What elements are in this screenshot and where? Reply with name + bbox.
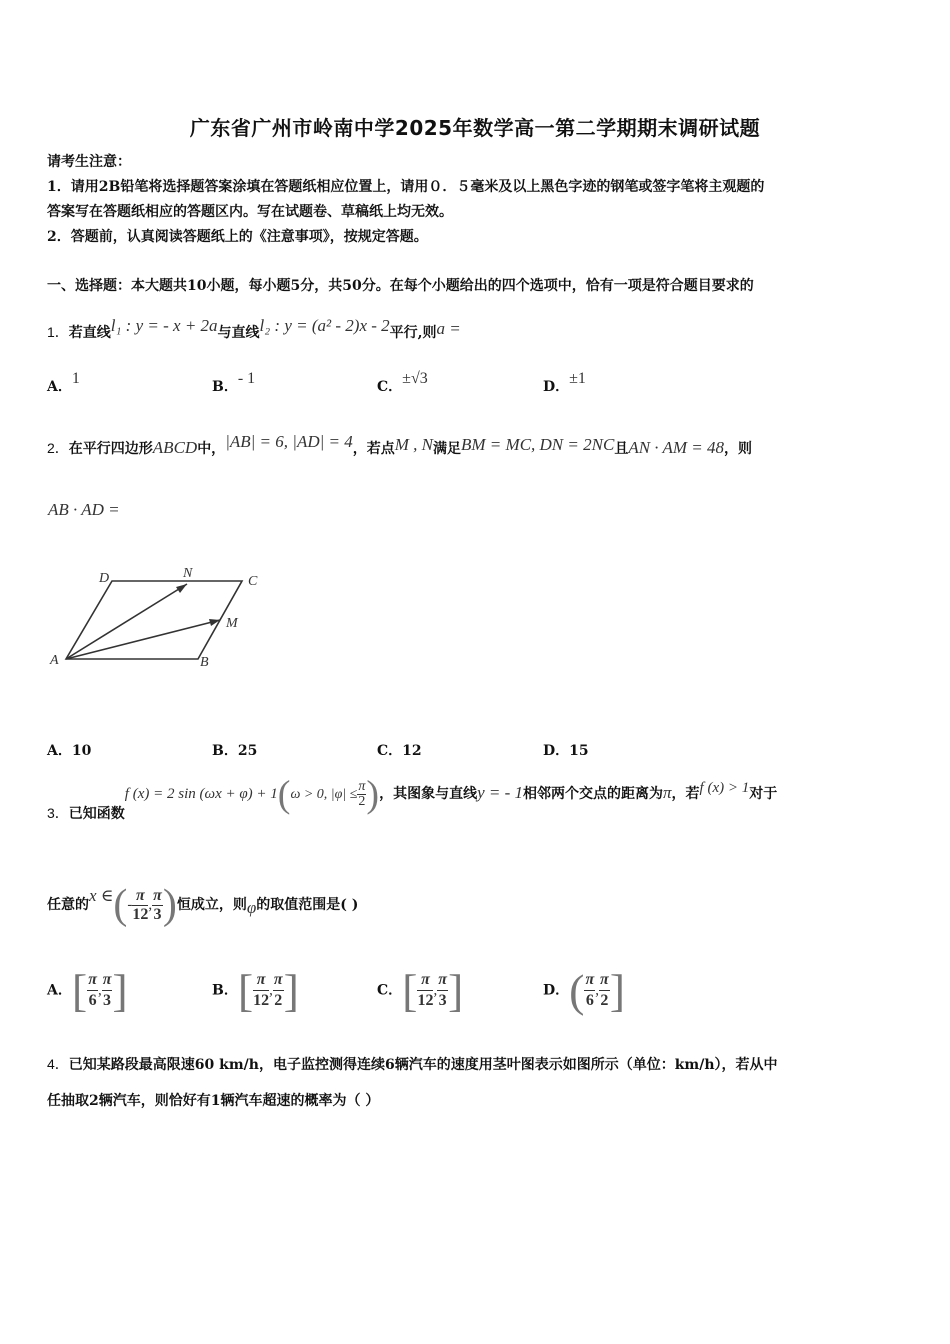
q2-math-lengths: |AB| = 6, |AD| = 4	[225, 432, 353, 451]
denominator: 3	[103, 992, 112, 1009]
numerator: π	[253, 970, 269, 991]
bracket: (	[569, 965, 585, 1016]
q3-text-7: 恒成立，则	[176, 897, 247, 913]
comma: ,	[595, 982, 599, 999]
arrow-n	[176, 584, 187, 593]
question-3-cont	[47, 882, 359, 928]
question-number: 2．	[47, 440, 69, 456]
bracket: [	[237, 965, 254, 1016]
option-fraction-2	[102, 970, 113, 1011]
q2-text-2: 中，	[197, 441, 226, 457]
option-value: ±1	[569, 370, 586, 387]
numerator: π	[102, 970, 113, 991]
bracket: [	[402, 965, 418, 1016]
denominator: 2	[274, 992, 283, 1009]
q3-inequality: f (x) > 1	[699, 780, 750, 796]
q3-phi: φ	[246, 898, 257, 917]
q2-option-a[interactable]	[47, 740, 91, 760]
section-heading: 一、选择题：本大题共10小题，每小题5分，共50分。在每个小题给出的四个选项中，恰有一项是符合题目要求的	[47, 278, 754, 294]
option-value: 15	[569, 743, 589, 759]
denominator: 12	[253, 992, 270, 1009]
option-label: C．	[377, 379, 403, 395]
comma: ,	[97, 982, 102, 999]
q2-option-d[interactable]	[543, 740, 589, 760]
label-n: N	[183, 566, 193, 581]
q3-text-5: 对于	[749, 786, 778, 802]
q3-text-4: ，若	[671, 786, 700, 802]
q3-text-3: 相邻两个交点的距离为	[523, 786, 664, 802]
option-fraction-2	[273, 970, 284, 1011]
option-label: C．	[377, 743, 403, 759]
bracket: (	[113, 882, 128, 928]
q1-text-3: 平行,则	[389, 325, 437, 341]
option-value: 1	[71, 370, 80, 387]
question-number: 1．	[47, 324, 69, 340]
numerator: π	[273, 970, 284, 991]
q3-option-d[interactable]	[543, 964, 625, 1017]
label-d: D	[99, 571, 110, 586]
q3-line: y = - 1	[477, 783, 524, 802]
bracket: ]	[283, 965, 299, 1016]
q1-ask: a =	[436, 319, 461, 338]
notice-heading: 请考生注意：	[47, 154, 131, 170]
vector-am	[66, 620, 220, 659]
option-label: B．	[212, 743, 238, 759]
denominator: 3	[153, 905, 162, 923]
label-c: C	[248, 574, 258, 589]
denominator: 6	[88, 992, 97, 1009]
q3-fraction-1	[132, 887, 148, 924]
q2-text-6: ，则	[724, 441, 752, 457]
notice-line-1: 1．请用2B铅笔将选择题答案涂填在答题纸相应位置上，请用０．５毫米及以上黑色字迹的钢笔或签字笔将主观题的	[47, 179, 765, 195]
q2-ask: AB · AD =	[48, 500, 120, 519]
denominator: 6	[585, 992, 594, 1009]
q2-text-4: 满足	[433, 441, 462, 457]
q2-option-c[interactable]	[377, 740, 422, 760]
option-fraction-1	[584, 970, 595, 1011]
question-4	[47, 1054, 778, 1075]
numerator: π	[599, 970, 610, 991]
parallelogram-figure	[44, 562, 274, 674]
q3-option-a[interactable]	[47, 964, 128, 1017]
q1-option-c[interactable]	[377, 370, 428, 396]
question-2	[47, 432, 752, 459]
q4-line-2: 任抽取2辆汽车，则恰好有1辆汽车超速的概率为（ ）	[47, 1093, 380, 1109]
label-a: A	[50, 653, 59, 668]
minus-sign: -	[127, 897, 133, 913]
option-fraction-1	[87, 970, 98, 1011]
question-number: 3．	[47, 805, 69, 821]
q3-text-8: 的取值范围是( )	[256, 897, 359, 913]
q3-text-1: 已知函数	[68, 806, 125, 822]
q2-math-condition: BM = MC, DN = 2NC	[461, 435, 615, 454]
q1-option-b[interactable]	[212, 370, 255, 396]
q1-text-2: 与直线	[217, 325, 260, 341]
numerator: π	[87, 970, 98, 991]
bracket: )	[162, 882, 177, 928]
q2-option-b[interactable]	[212, 740, 257, 760]
question-3	[47, 773, 778, 822]
bracket: (	[277, 773, 291, 816]
denominator: 2	[358, 794, 366, 810]
page-title: 广东省广州市岭南中学2025年数学高一第二学期期末调研试题	[189, 116, 761, 140]
comma: ,	[269, 982, 273, 999]
q2-math-dot: AN · AM = 48	[628, 438, 724, 457]
option-value: 10	[71, 743, 92, 759]
q2-math-abcd: ABCD	[152, 438, 198, 457]
comma: ,	[433, 982, 438, 999]
q4-line-1: 已知某路段最高限速60 km/h，电子监控测得连续6辆汽车的速度用茎叶图表示如图所示（单位：km/h），若从中	[68, 1057, 778, 1073]
option-label: B．	[212, 379, 238, 395]
comma: ,	[148, 897, 153, 913]
option-fraction-1	[417, 970, 433, 1011]
option-fraction-2	[599, 970, 610, 1011]
option-value: 25	[237, 743, 258, 759]
q3-text-2: ，其图象与直线	[379, 786, 478, 802]
q2-text-5: 且	[614, 441, 629, 457]
option-label: D．	[543, 982, 570, 999]
bracket: ]	[609, 965, 626, 1016]
option-label: D．	[543, 379, 570, 395]
option-fraction-1	[253, 970, 269, 1011]
numerator: π	[437, 970, 448, 991]
q3-function	[124, 773, 380, 816]
denominator: 12	[417, 992, 434, 1009]
q3-pi: π	[663, 783, 672, 802]
q2-text-3: ，若点	[352, 441, 395, 457]
option-value: ±√3	[402, 370, 428, 387]
question-1	[47, 316, 461, 343]
question-number: 4．	[47, 1056, 69, 1072]
numerator: π	[584, 970, 595, 991]
q1-option-d[interactable]	[543, 370, 586, 396]
bracket: [	[71, 965, 88, 1016]
option-label: A．	[47, 379, 72, 395]
option-label: A．	[47, 743, 72, 759]
option-fraction-2	[437, 970, 448, 1011]
bracket: ]	[447, 965, 464, 1016]
option-label: C．	[377, 982, 403, 999]
q3-option-b[interactable]	[212, 964, 299, 1017]
q2-text-1: 在平行四边形	[68, 441, 153, 457]
vector-an	[66, 584, 187, 659]
q1-option-a[interactable]	[47, 370, 80, 396]
denominator: 2	[600, 992, 609, 1009]
notice-line-2: 答案写在答题纸相应的答题区内。写在试题卷、草稿纸上均无效。	[47, 204, 453, 220]
q3-function-expr: f (x) = 2 sin (ωx + φ) + 1	[124, 786, 278, 802]
q2-math-points: M , N	[394, 435, 434, 454]
label-b: B	[200, 655, 209, 670]
bracket: )	[366, 773, 380, 816]
q3-option-c[interactable]	[377, 964, 463, 1017]
option-value: - 1	[237, 370, 256, 387]
option-label: D．	[543, 743, 570, 759]
denominator: 12	[132, 905, 149, 923]
option-label: A．	[47, 982, 72, 999]
option-label: B．	[212, 982, 238, 999]
q3-fraction-2	[152, 887, 163, 924]
numerator: π	[132, 887, 148, 906]
label-m: M	[226, 616, 238, 631]
notice-line-3: 2．答题前，认真阅读答题纸上的《注意事项》，按规定答题。	[47, 229, 428, 245]
q1-line-l2: l₂ : y = (a² - 2)x - 2	[259, 316, 390, 335]
q1-text-1: 若直线	[68, 325, 111, 341]
option-value: 12	[402, 743, 422, 759]
q3-function-cond: ω > 0, |φ| ≤	[290, 787, 358, 802]
numerator: π	[417, 970, 433, 991]
bracket: ]	[112, 965, 128, 1016]
q3-text-6: 任意的	[47, 897, 89, 913]
q1-line-l1: l₁ : y = - x + 2a	[110, 316, 218, 335]
denominator: 3	[438, 992, 447, 1009]
q3-x-in: x ∈	[89, 886, 114, 905]
numerator: π	[358, 779, 366, 795]
numerator: π	[153, 886, 162, 904]
